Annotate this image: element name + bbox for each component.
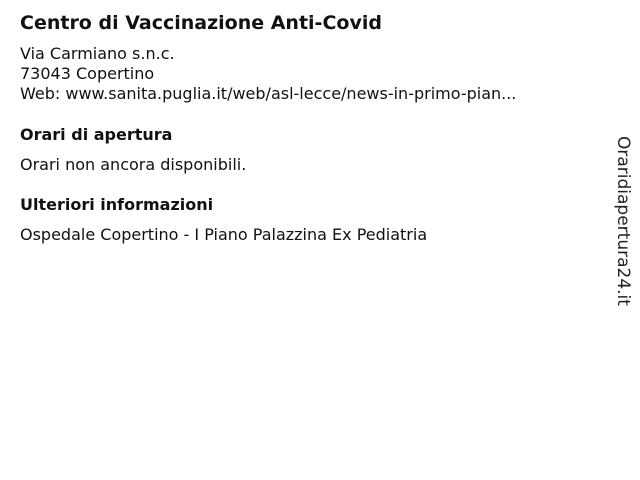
address-block [20,44,590,104]
site-watermark [606,136,640,308]
postal-city: 73043 Copertino [20,64,155,83]
more-info-heading: Ulteriori informazioni [20,195,214,214]
street-address: Via Carmiano s.n.c. [20,44,175,63]
website-line [20,84,590,104]
listing-content [20,10,590,245]
page-title: Centro di Vaccinazione Anti-Covid [20,12,382,34]
website-link[interactable]: www.sanita.puglia.it/web/asl-lecce/news-in-primo-pian... [65,84,517,103]
site-name: Oraridiapertura24.it [613,136,633,306]
opening-hours-text: Orari non ancora disponibili. [20,155,247,174]
website-label: Web: [20,84,66,103]
opening-hours-heading: Orari di apertura [20,125,173,144]
more-info-text: Ospedale Copertino - I Piano Palazzina Ex Pediatria [20,225,428,244]
